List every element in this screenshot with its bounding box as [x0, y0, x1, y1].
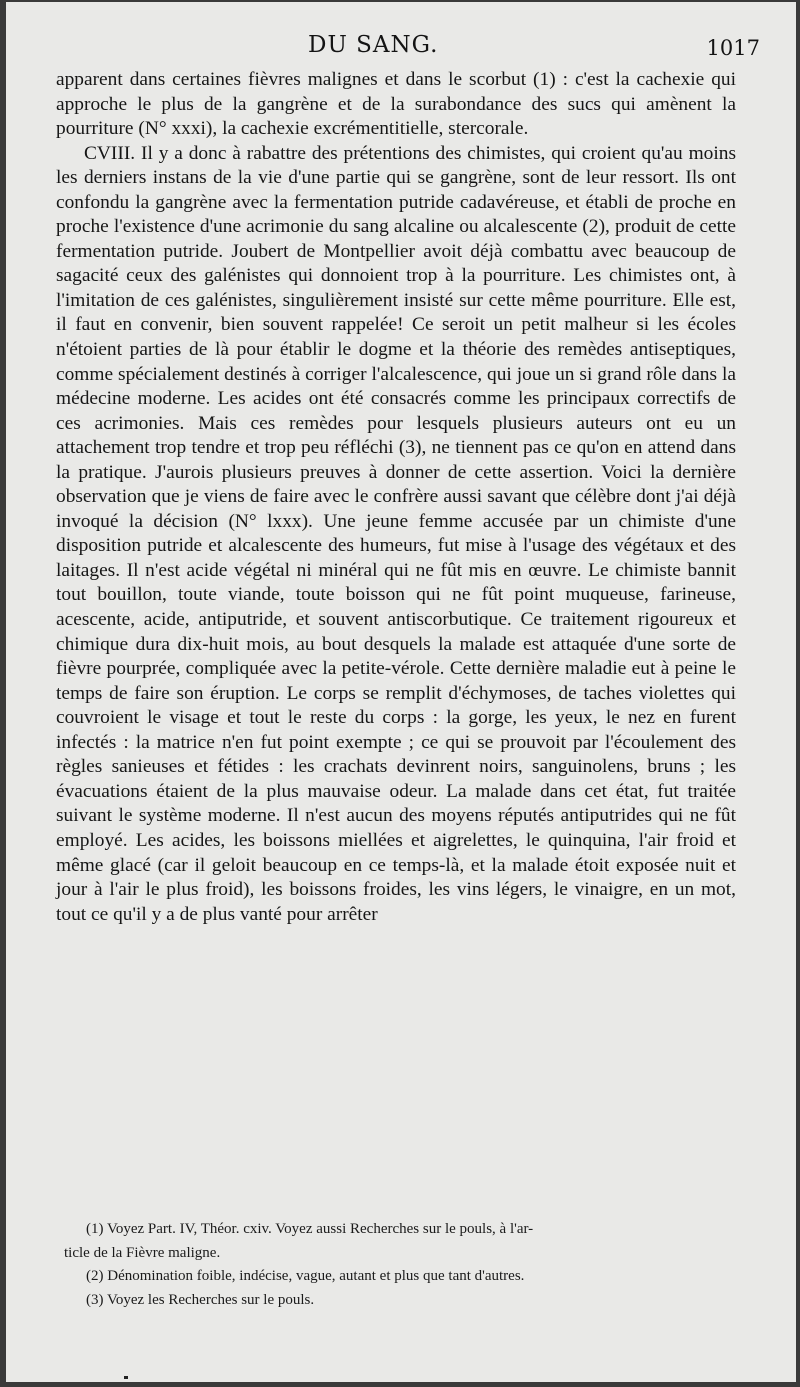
- paragraph-continuation: apparent dans certaines fièvres malignes et dans le scorbut (1) : c'est la cachexie qui approche le plus de la gangrène et de la surabondance des sucs qui amènent la pourriture (N° xxxi), la cachexie excrémentitielle, stercorale.: [56, 69, 736, 140]
- footnote-2: (2) Dénomination foible, indécise, vague, autant et plus que tant d'autres.: [86, 1268, 525, 1284]
- book-page: [6, 2, 796, 1382]
- body-text: [56, 68, 736, 927]
- footnote-1: (1) Voyez Part. IV, Théor. cxiv. Voyez aussi Recherches sur le pouls, à l'ar-: [86, 1221, 534, 1237]
- running-title: DU SANG.: [308, 32, 439, 58]
- footnote-3: (3) Voyez les Recherches sur le pouls.: [86, 1291, 315, 1308]
- ink-speck: [124, 1376, 128, 1379]
- page-number: 1017: [706, 36, 760, 60]
- footnote-1-continuation: ticle de la Fièvre maligne.: [64, 1244, 221, 1261]
- page-header: [6, 32, 796, 66]
- paragraph-cviii: CVIII. Il y a donc à rabattre des prétentions des chimistes, qui croient qu'au moins les derniers instans de la vie d'une partie qui se gangrène, sont de leur ressort. Ils ont confondu la gangrène avec la fermentation putride cadavéreuse, et établi de proche en proche l'existence d'une acrimonie du sang alcaline ou alcalescente (2), produit de cette fermentation putride. Joubert de Montpellier avoit déjà combattu avec beaucoup de sagacité ceux des galénistes qui donnoient trop à la pourriture. Les chimistes ont, à l'imitation de ces galénistes, singulièrement insisté sur cette même pourriture. Elle est, il faut en convenir, bien souvent rappelée! Ce seroit un petit malheur si les écoles n'étoient parties de là pour établir le dogme et la théorie des remèdes antiseptiques, comme spécialement destinés à corriger l'alcalescence, qui joue un si grand rôle dans la médecine moderne. Les acides ont été consacrés comme les principaux correctifs de ces acrimonies. Mais ces remèdes pour lesquels plusieurs auteurs ont eu un attachement trop tendre et trop peu réfléchi (3), ne tiennent pas ce qu'on en attend dans la pratique. J'aurois plusieurs preuves à donner de cette assertion. Voici la dernière observation que je viens de faire avec le confrère aussi savant que célèbre dont j'ai déjà invoqué la décision (N° lxxx). Une jeune femme accusée par un chimiste d'une disposition putride et alcalescente des humeurs, fut mise à l'usage des végétaux et des laitages. Il n'est acide végétal ni minéral qui ne fût mis en œuvre. Le chimiste bannit tout bouillon, toute viande, toute boisson qui ne fût point muqueuse, farineuse, acescente, acide, antiputride, et souvent antiscorbutique. Ce traitement rigoureux et chimique dura dix-huit mois, au bout desquels la malade est attaquée d'une sorte de fièvre pourprée, compliquée avec la petite-vérole. Cette dernière maladie eut à peine le temps de faire son éruption. Le corps se remplit d'échymoses, de taches violettes qui couvroient le visage et tout le reste du corps : la gorge, les yeux, le nez en furent infectés : la matrice n'en fut point exempte ; ce qui se prouvoit par l'écoulement des règles sanieuses et fétides : les crachats devinrent noirs, sanguinolens, bruns ; les évacuations étaient de la plus mauvaise odeur. La malade dans cet état, fut traitée suivant le système moderne. Il n'est aucun des moyens réputés antiputrides qui ne fût employé. Les acides, les boissons miellées et aigrelettes, le quinquina, l'air froid et même glacé (car il geloit beaucoup en ce temps-là, et la malade étoit exposée nuit et jour à l'air le plus froid), les boissons froides, les vins légers, le vinaigre, en un mot, tout ce qu'il y a de plus vanté pour arrêter: [56, 142, 736, 925]
- footnotes: [64, 1218, 736, 1312]
